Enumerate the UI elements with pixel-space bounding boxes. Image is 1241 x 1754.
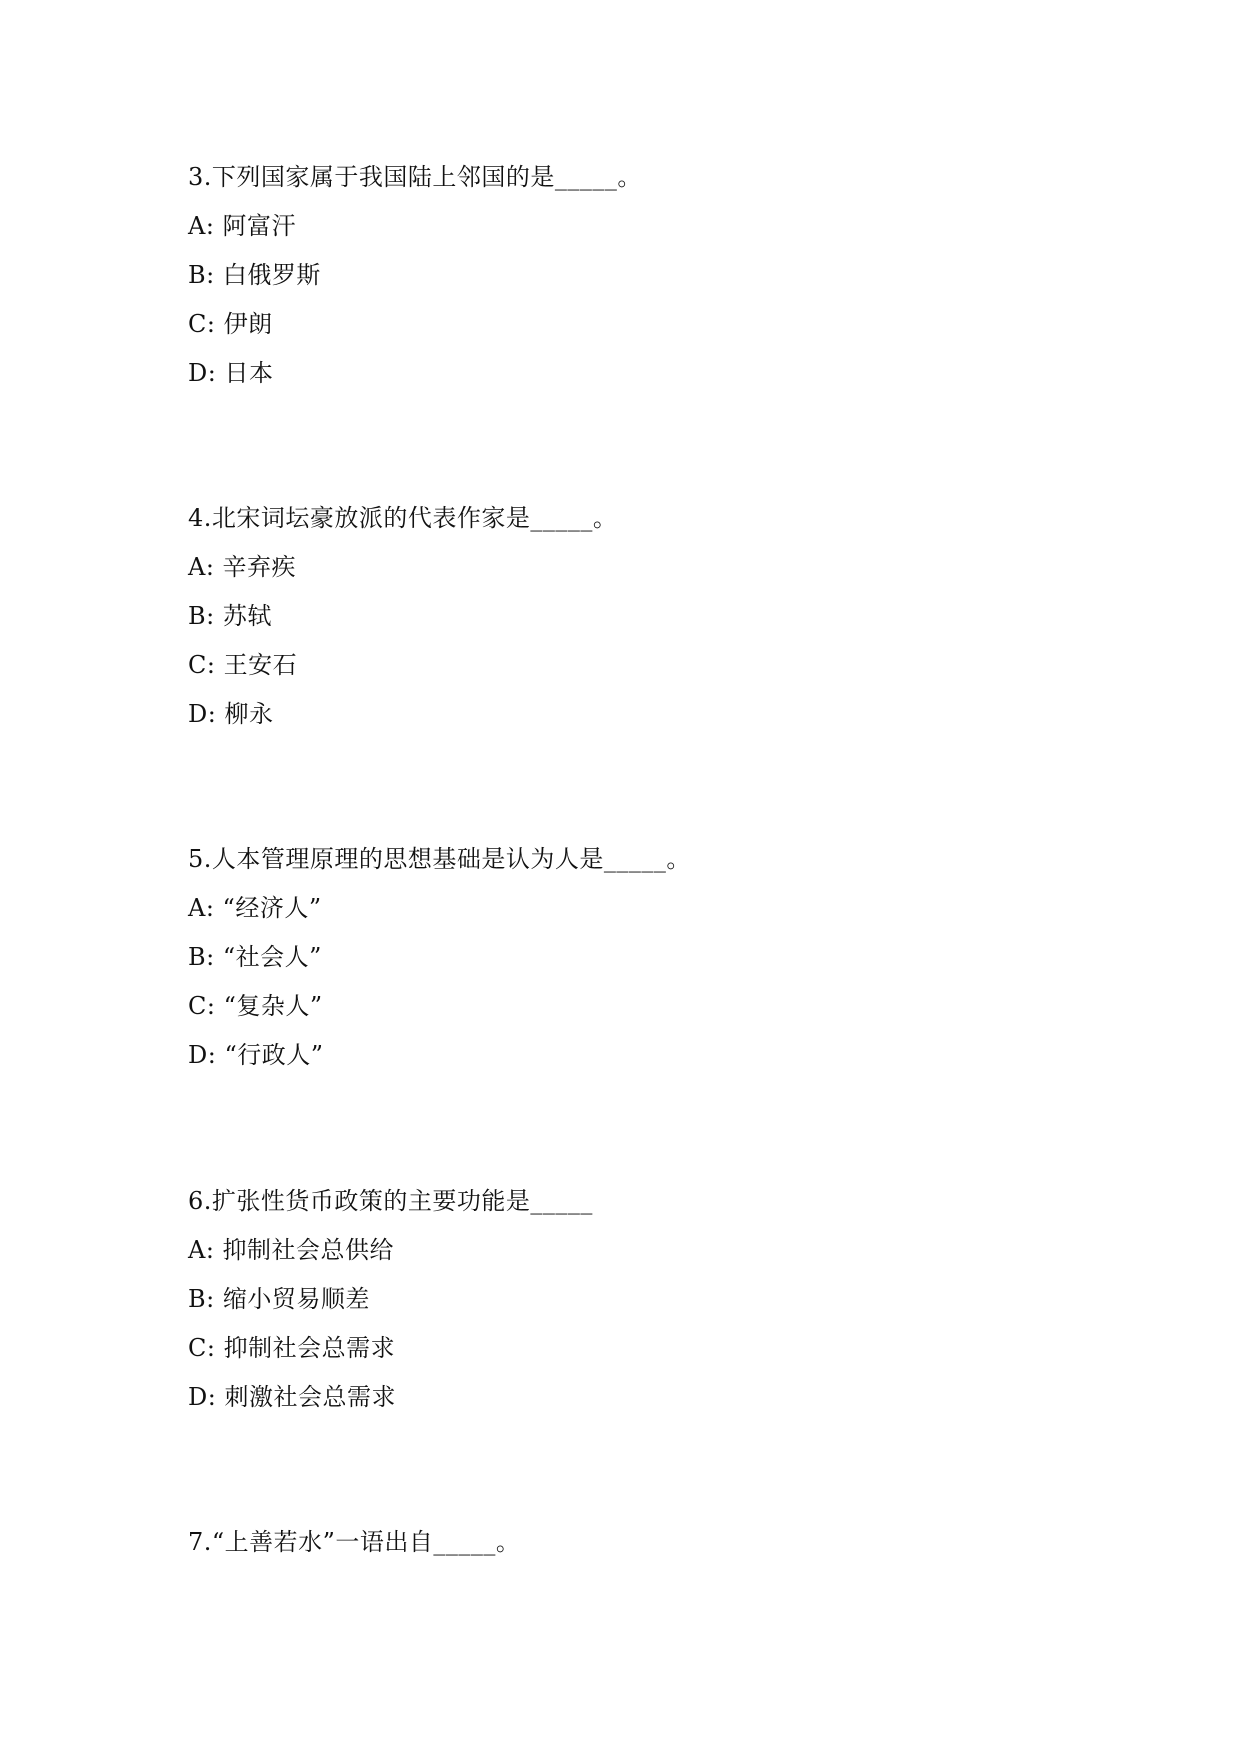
- option-a: A: 辛弃疾: [188, 553, 297, 581]
- option-c: C: 抑制社会总需求: [188, 1334, 396, 1362]
- option-d: D: 柳永: [188, 700, 274, 728]
- option-b: B: 缩小贸易顺差: [188, 1285, 370, 1313]
- option-c: C: 王安石: [188, 651, 298, 679]
- option-b: B: 白俄罗斯: [188, 261, 321, 289]
- option-d: D: “行政人”: [188, 1041, 324, 1069]
- option-a: A: 抑制社会总供给: [188, 1236, 395, 1264]
- question-6: [188, 1186, 1148, 1412]
- option-d: D: 刺激社会总需求: [188, 1383, 396, 1411]
- option-b: B: 苏轼: [188, 602, 272, 630]
- question-stem: 7.“上善若水”一语出自_____。: [188, 1528, 521, 1556]
- question-3: [188, 162, 1148, 388]
- question-stem: 6.扩张性货币政策的主要功能是_____: [188, 1187, 593, 1215]
- option-d: D: 日本: [188, 359, 274, 387]
- option-a: A: “经济人”: [188, 894, 322, 922]
- option-c: C: 伊朗: [188, 310, 273, 338]
- question-5: [188, 844, 1148, 1070]
- option-c: C: “复杂人”: [188, 992, 323, 1020]
- option-a: A: 阿富汗: [188, 212, 297, 240]
- question-stem: 3.下列国家属于我国陆上邻国的是_____。: [188, 163, 642, 191]
- question-7: [188, 1527, 1148, 1557]
- question-stem: 4.北宋词坛豪放派的代表作家是_____。: [188, 504, 618, 532]
- question-stem: 5.人本管理原理的思想基础是认为人是_____。: [188, 845, 691, 873]
- question-4: [188, 503, 1148, 729]
- option-b: B: “社会人”: [188, 943, 322, 971]
